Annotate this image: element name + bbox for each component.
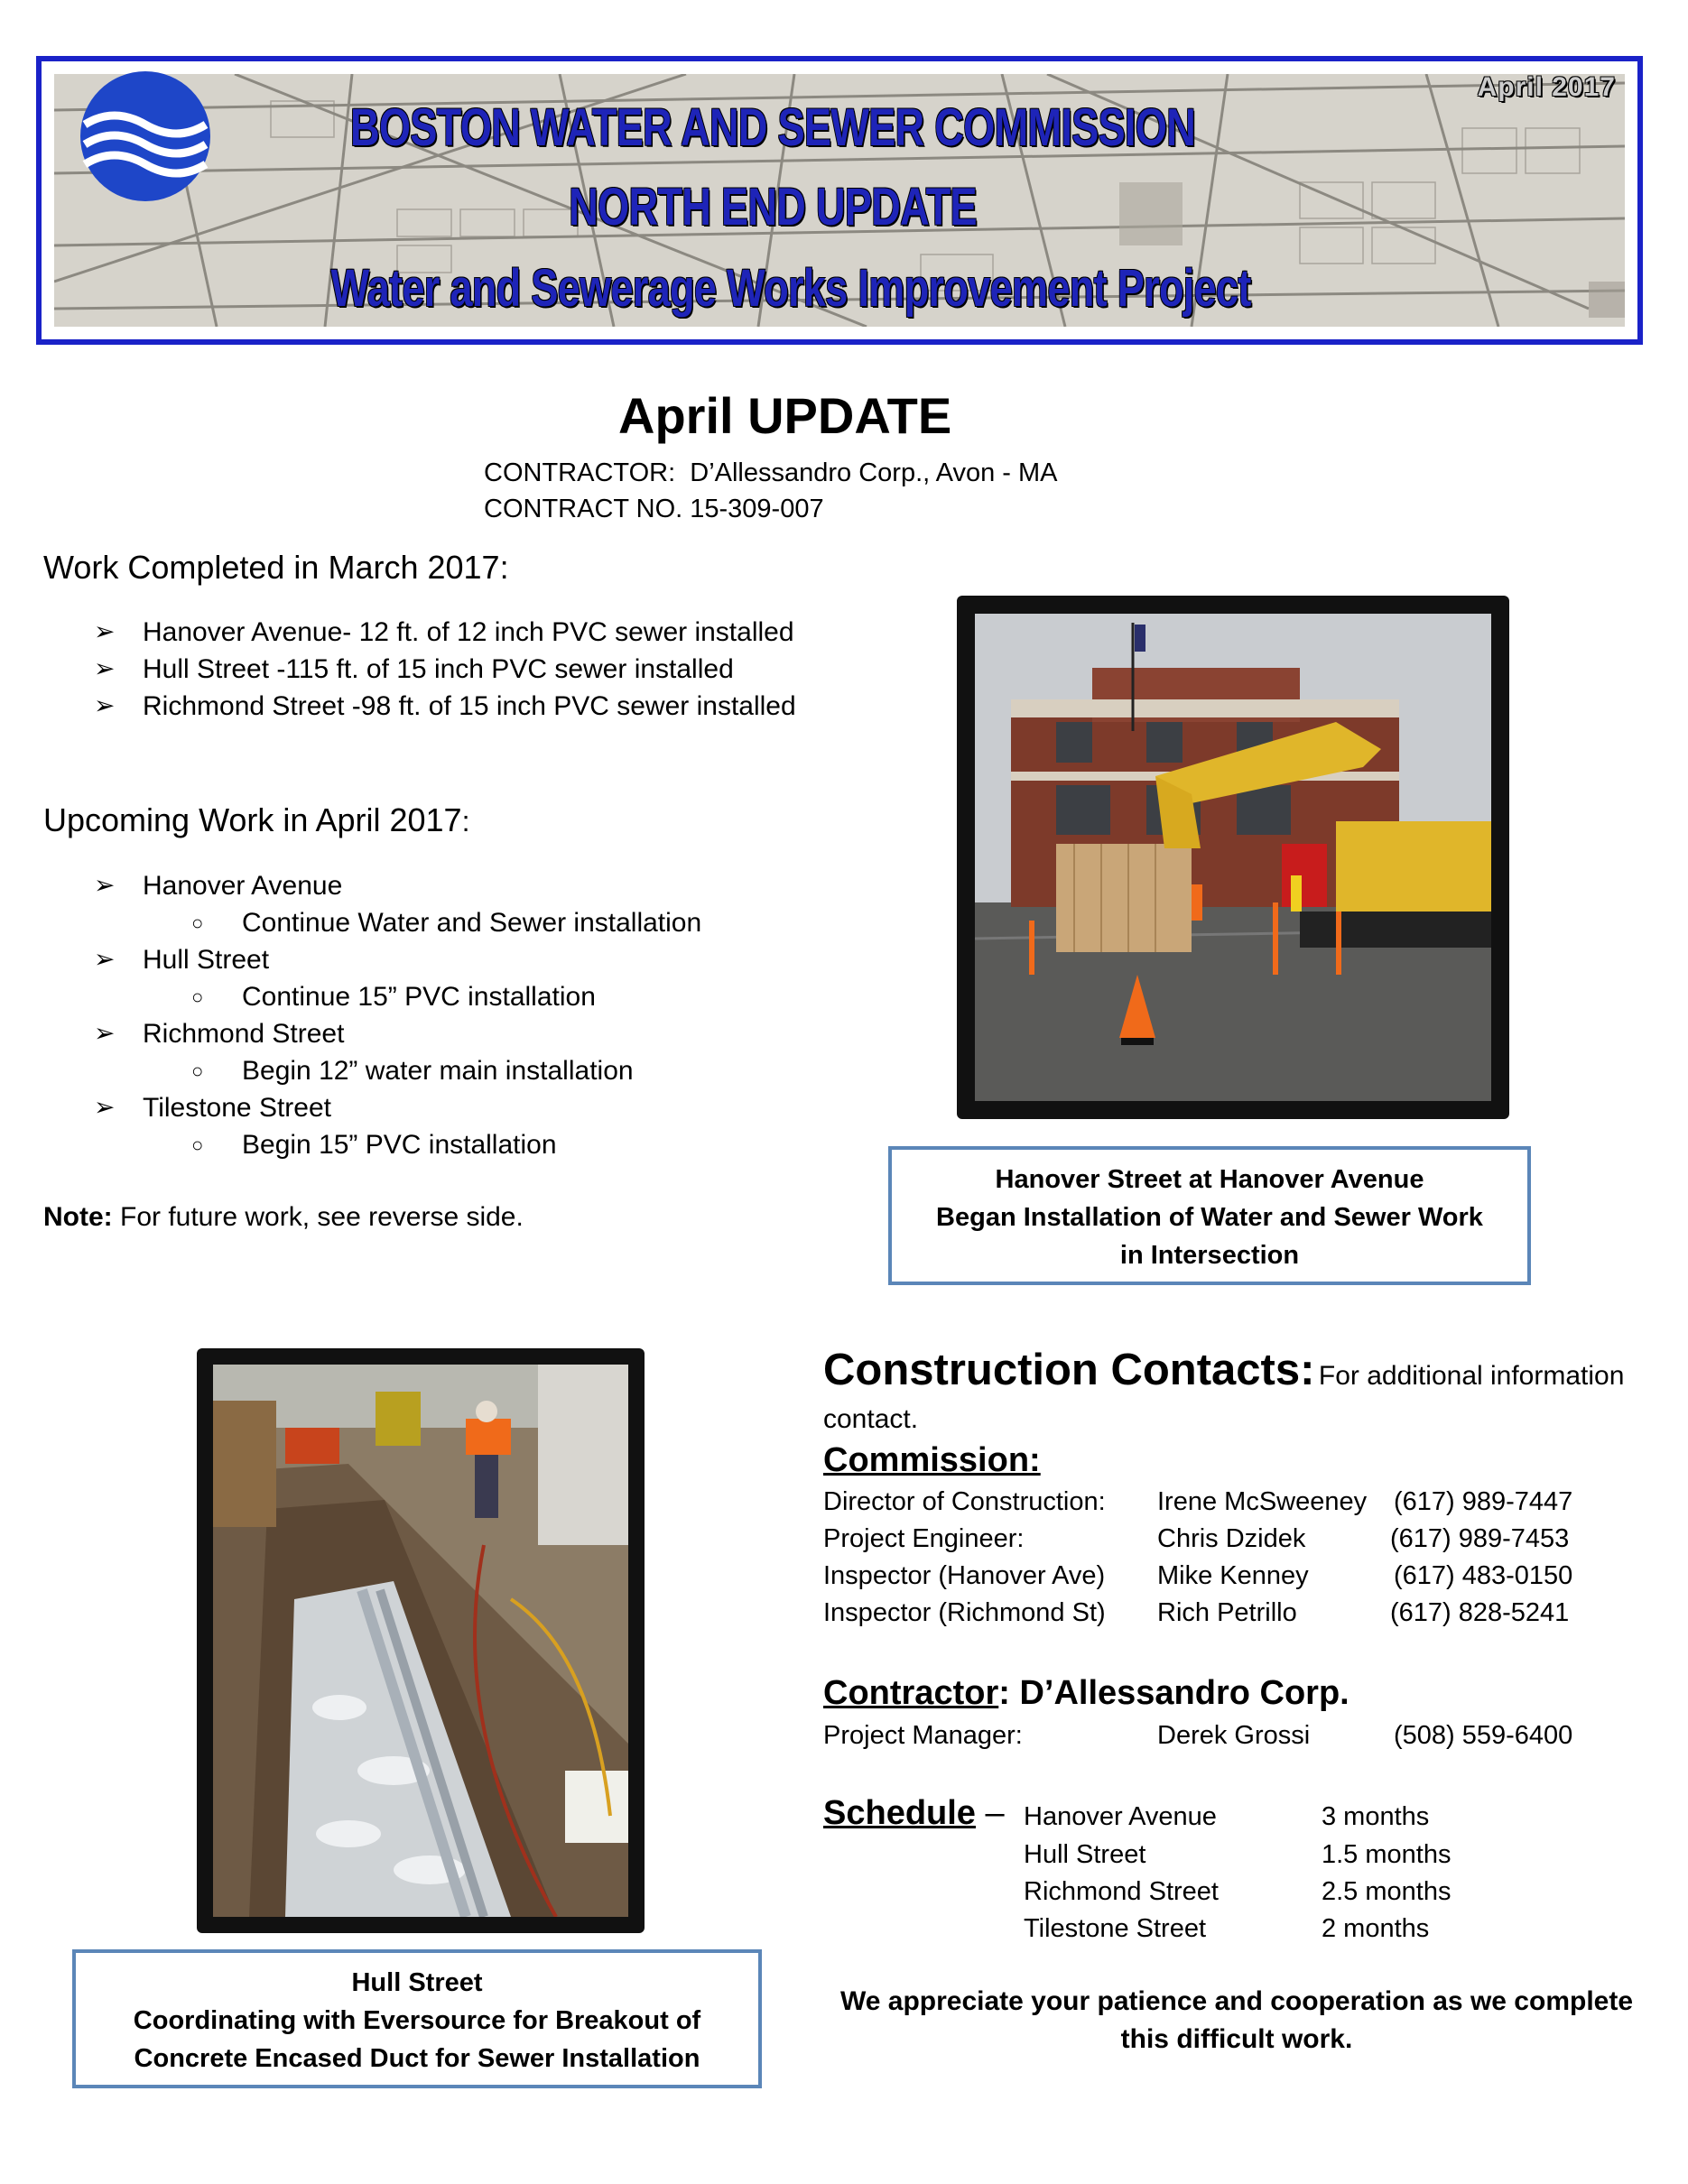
- contact-role: Inspector (Richmond St): [823, 1598, 1106, 1627]
- list-subitem: Continue Water and Sewer installation: [242, 908, 702, 938]
- list-item: Hull Street: [143, 945, 270, 975]
- arrow-bullet-icon: ➢: [94, 691, 116, 719]
- page-title: April UPDATE: [618, 387, 952, 444]
- photo-frame-hanover: [957, 596, 1509, 1119]
- arrow-bullet-icon: ➢: [94, 871, 116, 899]
- schedule-street: Hanover Avenue: [1024, 1802, 1217, 1831]
- schedule-street: Tilestone Street: [1024, 1914, 1207, 1943]
- contacts-heading-row: [823, 1345, 1624, 1395]
- contractor-value: D’Allessandro Corp., Avon - MA: [690, 458, 1058, 487]
- contact-role: Project Engineer:: [823, 1524, 1025, 1553]
- contact-phone: (617) 989-7447: [1394, 1487, 1573, 1516]
- caption-line: Coordinating with Eversource for Breakout of: [133, 2006, 701, 2035]
- list-subitem: Begin 12” water main installation: [242, 1056, 634, 1086]
- photo-hull-street: [213, 1365, 628, 1917]
- schedule-duration: 3 months: [1322, 1802, 1430, 1831]
- circle-bullet-icon: ○: [191, 986, 204, 1008]
- upcoming-heading: [43, 801, 469, 839]
- contact-phone: (508) 559-6400: [1394, 1721, 1573, 1750]
- contractor-line: [484, 458, 1058, 488]
- photo-hull-illustration: [213, 1365, 628, 1917]
- list-item: Hanover Avenue: [143, 871, 343, 901]
- circle-bullet-icon: ○: [191, 1060, 204, 1082]
- list-item: Richmond Street -98 ft. of 15 inch PVC sewer installed: [143, 691, 796, 721]
- closing-line: We appreciate your patience and cooperation as we complete: [839, 1986, 1634, 2016]
- caption-hanover: [888, 1146, 1531, 1285]
- contractor-label: CONTRACTOR:: [484, 458, 676, 487]
- schedule-street: Hull Street: [1024, 1840, 1146, 1869]
- schedule-dash: –: [975, 1794, 1005, 1832]
- contractor-heading-row: [823, 1674, 1349, 1713]
- closing-line: this difficult work.: [1120, 2024, 1353, 2054]
- contacts-subtext: For additional information: [1318, 1361, 1625, 1391]
- caption-line: in Intersection: [1119, 1241, 1300, 1270]
- circle-bullet-icon: ○: [191, 912, 204, 934]
- photo-hanover-illustration: [975, 614, 1491, 1101]
- completed-heading: Work Completed in March 2017:: [43, 549, 509, 586]
- arrow-bullet-icon: ➢: [94, 654, 116, 682]
- contact-phone: (617) 989-7453: [1390, 1524, 1570, 1553]
- banner-title-line2: NORTH END UPDATE: [569, 178, 977, 236]
- caption-line: Concrete Encased Duct for Sewer Installation: [134, 2044, 700, 2073]
- schedule-heading: Schedule: [823, 1794, 976, 1832]
- caption-line: Hull Street: [351, 1968, 483, 1997]
- contact-role: Project Manager:: [823, 1721, 1023, 1750]
- arrow-bullet-icon: ➢: [94, 945, 116, 973]
- contract-number: CONTRACT NO. 15-309-007: [484, 495, 824, 523]
- bwsc-logo: [78, 69, 213, 204]
- list-subitem: Begin 15” PVC installation: [242, 1130, 557, 1160]
- list-item: Hull Street -115 ft. of 15 inch PVC sewer installed: [143, 654, 734, 684]
- list-item: Tilestone Street: [143, 1093, 331, 1123]
- arrow-bullet-icon: ➢: [94, 1093, 116, 1121]
- circle-bullet-icon: ○: [191, 1134, 204, 1156]
- photo-frame-hull: [197, 1348, 645, 1933]
- schedule-duration: 1.5 months: [1322, 1840, 1451, 1869]
- caption-line: Hanover Street at Hanover Avenue: [995, 1165, 1424, 1194]
- contact-phone: (617) 483-0150: [1394, 1561, 1573, 1590]
- contacts-heading: Construction Contacts:: [823, 1346, 1315, 1394]
- header-banner: [36, 56, 1643, 345]
- list-subitem: Continue 15” PVC installation: [242, 982, 596, 1012]
- contact-phone: (617) 828-5241: [1390, 1598, 1570, 1627]
- note-label: Note:: [43, 1202, 113, 1232]
- contact-name: Mike Kenney: [1157, 1561, 1309, 1590]
- schedule-duration: 2.5 months: [1322, 1877, 1451, 1906]
- contractor-name: : D’Allessandro Corp.: [998, 1674, 1349, 1712]
- contact-name: Chris Dzidek: [1157, 1524, 1306, 1553]
- schedule-street: Richmond Street: [1024, 1877, 1219, 1906]
- schedule-heading-row: [823, 1794, 1005, 1833]
- note: [43, 1202, 524, 1233]
- contact-role: Inspector (Hanover Ave): [823, 1561, 1106, 1590]
- contacts-subtext-cont: contact.: [823, 1404, 919, 1434]
- contact-role: Director of Construction:: [823, 1487, 1106, 1516]
- list-item: Richmond Street: [143, 1019, 345, 1049]
- photo-hanover-street: [975, 614, 1491, 1101]
- banner-title-line1: BOSTON WATER AND SEWER COMMISSION: [349, 98, 1196, 157]
- arrow-bullet-icon: ➢: [94, 617, 116, 645]
- list-item: Hanover Avenue- 12 ft. of 12 inch PVC sewer installed: [143, 617, 794, 647]
- note-text: For future work, see reverse side.: [112, 1202, 524, 1232]
- banner-date: April 2017: [1477, 72, 1616, 102]
- upcoming-heading-colon: :: [461, 805, 470, 838]
- caption-hull: [72, 1949, 762, 2088]
- commission-heading: Commission:: [823, 1441, 1041, 1479]
- contact-name: Rich Petrillo: [1157, 1598, 1297, 1627]
- contact-name: Derek Grossi: [1157, 1721, 1311, 1750]
- banner-title-line3: Water and Sewerage Works Improvement Project: [330, 259, 1251, 318]
- schedule-duration: 2 months: [1322, 1914, 1430, 1943]
- upcoming-heading-text: Upcoming Work in April 2017: [43, 801, 462, 838]
- contact-name: Irene McSweeney: [1157, 1487, 1368, 1516]
- contractor-heading: Contractor: [823, 1674, 999, 1712]
- closing-message: [830, 1983, 1643, 2059]
- arrow-bullet-icon: ➢: [94, 1019, 116, 1047]
- caption-line: Began Installation of Water and Sewer Work: [936, 1203, 1483, 1232]
